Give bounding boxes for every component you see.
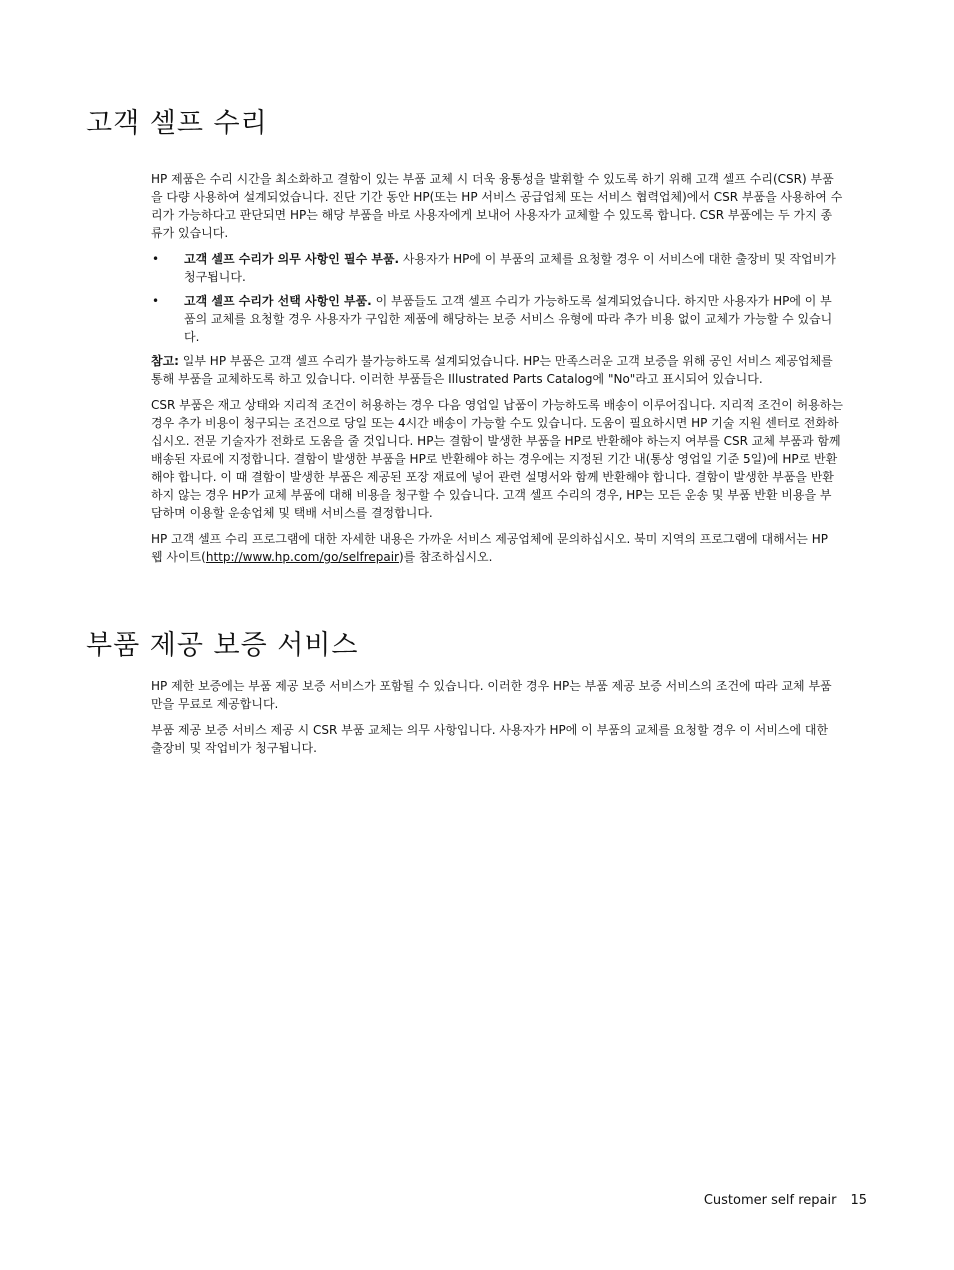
list-item [151,292,843,346]
note-paragraph [151,352,843,388]
bullet-icon: • [152,294,160,308]
section-title-parts-warranty: 부품 제공 보증 서비스 [86,630,359,661]
program-text-suffix: )를 참조하십시오. [399,550,493,564]
section-body-parts-warranty [151,677,843,765]
page-number: 15 [850,1193,867,1208]
selfrepair-link[interactable]: http://www.hp.com/go/selfrepair [205,550,399,564]
bullet-icon: • [152,252,160,266]
warranty-paragraph-1: HP 제한 보증에는 부품 제공 보증 서비스가 포함될 수 있습니다. 이러한 경우 HP는 부품 제공 보증 서비스의 조건에 따라 교체 부품만을 무료로 제공합니다. [151,679,832,711]
footer-label: Customer self repair [703,1193,837,1208]
page-footer [704,1193,867,1208]
intro-paragraph: HP 제품은 수리 시간을 최소화하고 결함이 있는 부품 교체 시 더욱 융통성을 발휘할 수 있도록 하기 위해 고객 셀프 수리(CSR) 부품을 다량 사용하여 설계되었습니다. 진단 기간 동안 HP(또는 HP 서비스 공급업체 또는 서비스 협력업체)에서 CSR 부품을 사용하여 수리가 가능하다고 판단되면 HP는 해당 부품을 바로 사용자에게 보내어 사용자가 교체할 수 있도록 합니다. CSR 부품에는 두 가지 종류가 있습니다. [151,172,843,240]
note-text: 일부 HP 부품은 고객 셀프 수리가 불가능하도록 설계되었습니다. HP는 만족스러운 고객 보증을 위해 공인 서비스 제공업체를 통해 부품을 교체하도록 하고 있습니다. 이러한 부품들은 Illustrated Parts Catalog에 "No"라고 표시되어 있습니다. [151,354,833,386]
bullet-text: 이 부품들도 고객 셀프 수리가 가능하도록 설계되었습니다. 하지만 사용자가 HP에 이 부품의 교체를 요청할 경우 사용자가 구입한 제품에 해당하는 보증 서비스 유형에 따라 추가 비용 없이 교체가 가능할 수 있습니다. [184,294,833,344]
program-text-prefix: HP 고객 셀프 수리 프로그램에 대한 자세한 내용은 가까운 서비스 제공업체에 문의하십시오. 북미 지역의 프로그램에 대해서는 HP 웹 사이트( [151,532,828,564]
bullet-text: 사용자가 HP에 이 부품의 교체를 요청할 경우 이 서비스에 대한 출장비 및 작업비가 청구됩니다. [184,252,836,284]
bullet-heading: 고객 셀프 수리가 선택 사항인 부품. [184,294,372,308]
section-body-self-repair [151,170,843,574]
note-label: 참고: [151,354,179,368]
bullet-heading: 고객 셀프 수리가 의무 사항인 필수 부품. [184,252,400,266]
warranty-paragraph-2: 부품 제공 보증 서비스 제공 시 CSR 부품 교체는 의무 사항입니다. 사용자가 HP에 이 부품의 교체를 요청할 경우 이 서비스에 대한 출장비 및 작업비가 청구됩니다. [151,723,829,755]
section-title-self-repair: 고객 셀프 수리 [86,108,268,139]
list-item [151,250,843,286]
program-paragraph [151,530,843,566]
shipping-paragraph: CSR 부품은 재고 상태와 지리적 조건이 허용하는 경우 다음 영업일 납품이 가능하도록 배송이 이루어집니다. 지리적 조건이 허용하는 경우 추가 비용이 청구되는 조건으로 당일 또는 4시간 배송이 가능할 수도 있습니다. 도움이 필요하시면 HP 기술 지원 센터로 전화하십시오. 전문 기술자가 전화로 도움을 줄 것입니다. HP는 결함이 발생한 부품을 HP로 반환해야 하는지 여부를 CSR 교체 부품과 함께 배송된 자료에 지정합니다. 결함이 발생한 부품을 HP로 반환해야 하는 경우에는 지정된 기간 내(통상 영업일 기준 5일)에 HP로 반환해야 합니다. 이 때 결함이 발생한 부품은 제공된 포장 재료에 넣어 관련 설명서와 함께 반환해야 합니다. 결함이 발생한 부품을 반환하지 않는 경우 HP가 교체 부품에 대해 비용을 청구할 수 있습니다. 고객 셀프 수리의 경우, HP는 모든 운송 및 부품 반환 비용을 부담하며 이용할 운송업체 및 택배 서비스를 결정합니다. [151,398,843,520]
